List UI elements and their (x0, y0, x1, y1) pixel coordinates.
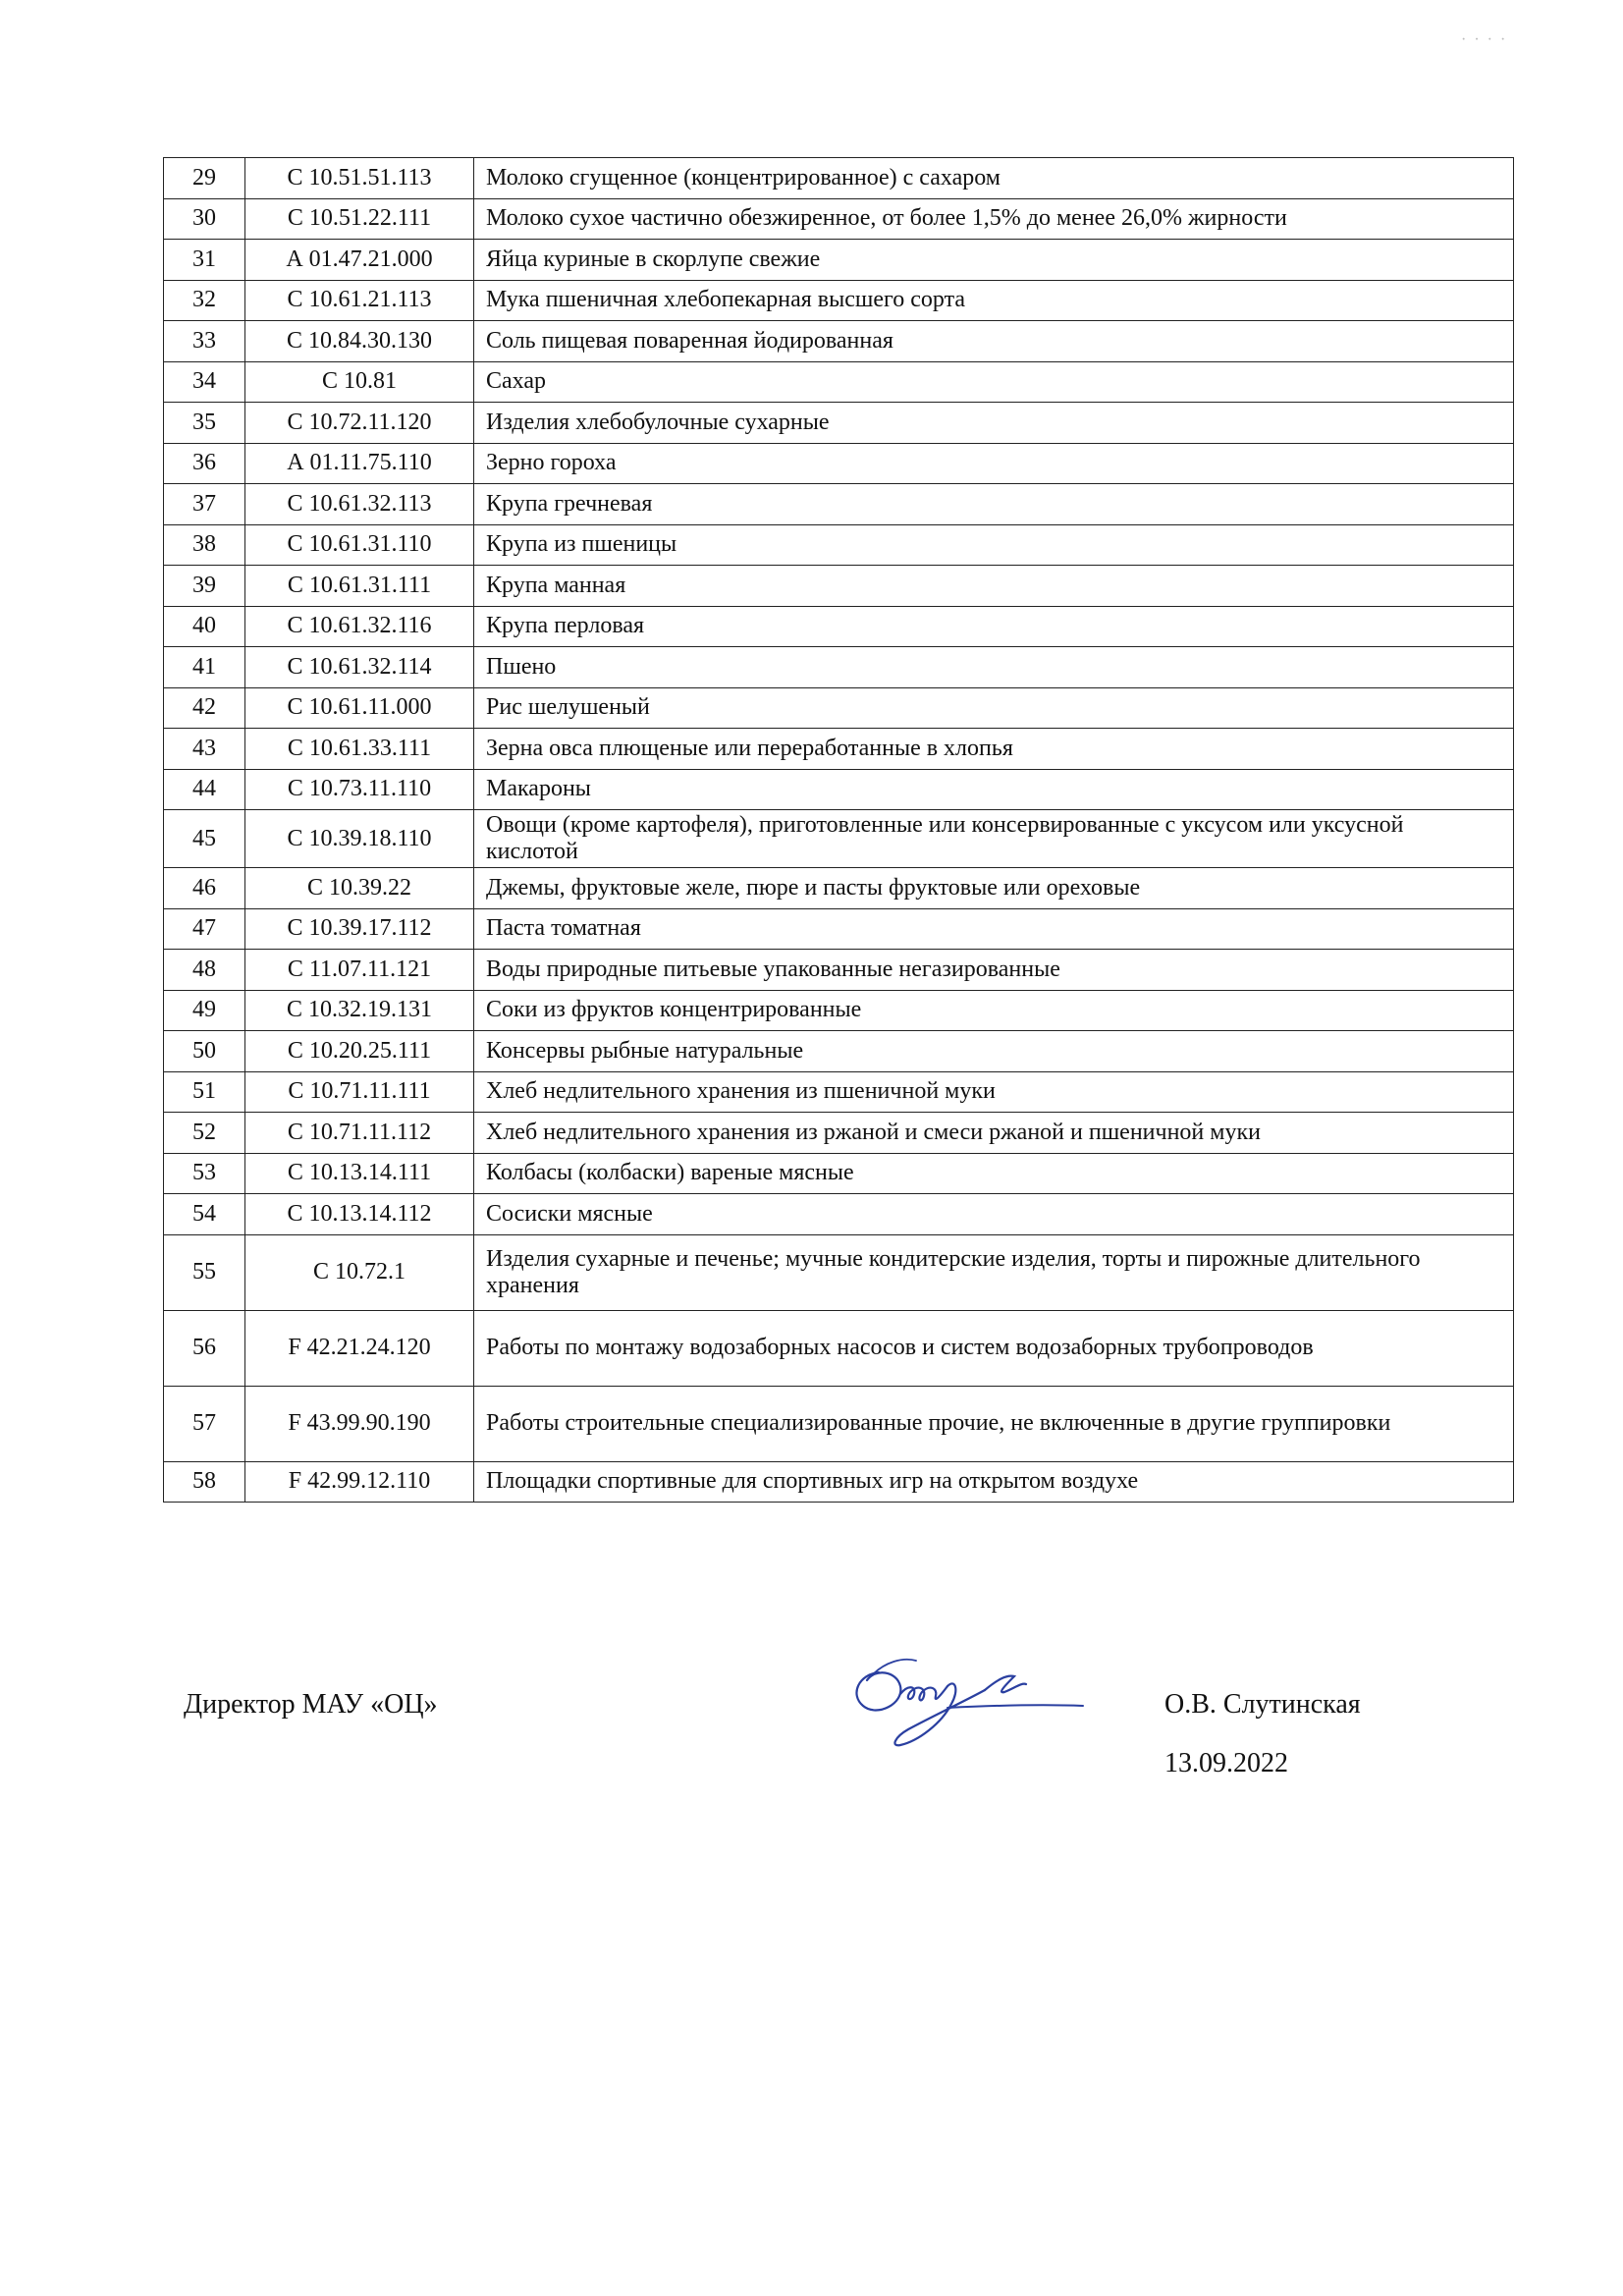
signatory-name: О.В. Слутинская (1164, 1689, 1361, 1720)
table-row (164, 158, 1514, 199)
row-name: Сахар (474, 361, 1514, 403)
row-name: Крупа манная (474, 566, 1514, 607)
row-name: Паста томатная (474, 908, 1514, 950)
table-row (164, 729, 1514, 770)
row-number: 43 (164, 729, 245, 770)
row-number: 56 (164, 1310, 245, 1386)
table-row (164, 1386, 1514, 1461)
row-name: Площадки спортивные для спортивных игр на открытом воздухе (474, 1461, 1514, 1503)
row-number: 50 (164, 1031, 245, 1072)
okpd-code-table (163, 157, 1514, 1503)
table-row (164, 198, 1514, 240)
row-code: F 42.21.24.120 (245, 1310, 474, 1386)
row-number: 36 (164, 443, 245, 484)
table-row (164, 908, 1514, 950)
table-body (164, 158, 1514, 1503)
row-number: 44 (164, 769, 245, 810)
row-name: Изделия хлебобулочные сухарные (474, 403, 1514, 444)
table-row (164, 1031, 1514, 1072)
row-number: 46 (164, 868, 245, 909)
row-code: С 10.39.18.110 (245, 810, 474, 868)
row-name: Зерно гороха (474, 443, 1514, 484)
row-code: С 10.39.22 (245, 868, 474, 909)
row-code: С 10.72.11.120 (245, 403, 474, 444)
row-name: Консервы рыбные натуральные (474, 1031, 1514, 1072)
table-row (164, 321, 1514, 362)
row-code: С 10.71.11.112 (245, 1113, 474, 1154)
row-code: С 10.71.11.111 (245, 1071, 474, 1113)
row-number: 32 (164, 280, 245, 321)
row-number: 48 (164, 950, 245, 991)
row-name: Сосиски мясные (474, 1194, 1514, 1235)
row-code: С 10.51.22.111 (245, 198, 474, 240)
row-name: Крупа перловая (474, 606, 1514, 647)
row-name: Пшено (474, 647, 1514, 688)
table-row (164, 1113, 1514, 1154)
row-code: С 10.13.14.112 (245, 1194, 474, 1235)
row-number: 38 (164, 524, 245, 566)
signature-date: 13.09.2022 (1164, 1748, 1288, 1778)
row-number: 53 (164, 1153, 245, 1194)
row-code: А 01.11.75.110 (245, 443, 474, 484)
row-number: 49 (164, 990, 245, 1031)
row-number: 34 (164, 361, 245, 403)
row-name: Соль пищевая поваренная йодированная (474, 321, 1514, 362)
table-row (164, 810, 1514, 868)
table-row (164, 606, 1514, 647)
row-number: 42 (164, 687, 245, 729)
table-row (164, 280, 1514, 321)
signatory-position: Директор МАУ «ОЦ» (184, 1689, 438, 1720)
table-row (164, 566, 1514, 607)
row-code: С 10.61.32.113 (245, 484, 474, 525)
table-row (164, 1194, 1514, 1235)
row-code: С 10.61.31.110 (245, 524, 474, 566)
row-number: 45 (164, 810, 245, 868)
row-code: С 10.81 (245, 361, 474, 403)
row-name: Молоко сухое частично обезжиренное, от более 1,5% до менее 26,0% жирности (474, 198, 1514, 240)
row-code: С 10.72.1 (245, 1234, 474, 1310)
table-row (164, 361, 1514, 403)
row-number: 40 (164, 606, 245, 647)
table-row (164, 769, 1514, 810)
table-row (164, 443, 1514, 484)
handwritten-signature (839, 1635, 1105, 1753)
row-code: С 11.07.11.121 (245, 950, 474, 991)
row-number: 54 (164, 1194, 245, 1235)
row-number: 39 (164, 566, 245, 607)
row-number: 52 (164, 1113, 245, 1154)
row-code: С 10.61.31.111 (245, 566, 474, 607)
row-code: С 10.20.25.111 (245, 1031, 474, 1072)
row-name: Крупа из пшеницы (474, 524, 1514, 566)
row-name: Яйца куриные в скорлупе свежие (474, 240, 1514, 281)
row-name: Рис шелушеный (474, 687, 1514, 729)
row-name: Работы строительные специализированные прочие, не включенные в другие группировки (474, 1386, 1514, 1461)
row-name: Крупа гречневая (474, 484, 1514, 525)
row-name: Мука пшеничная хлебопекарная высшего сорта (474, 280, 1514, 321)
row-code: С 10.32.19.131 (245, 990, 474, 1031)
row-number: 35 (164, 403, 245, 444)
row-number: 31 (164, 240, 245, 281)
table-row (164, 1310, 1514, 1386)
row-name: Хлеб недлительного хранения из ржаной и смеси ржаной и пшеничной муки (474, 1113, 1514, 1154)
table-row (164, 524, 1514, 566)
row-name: Макароны (474, 769, 1514, 810)
table-row (164, 240, 1514, 281)
table-row (164, 403, 1514, 444)
row-code: С 10.61.33.111 (245, 729, 474, 770)
row-code: С 10.13.14.111 (245, 1153, 474, 1194)
table-row (164, 868, 1514, 909)
table-row (164, 647, 1514, 688)
row-name: Овощи (кроме картофеля), приготовленные или консервированные с уксусом или уксусной кислотой (474, 810, 1514, 868)
row-name: Джемы, фруктовые желе, пюре и пасты фруктовые или ореховые (474, 868, 1514, 909)
row-name: Молоко сгущенное (концентрированное) с сахаром (474, 158, 1514, 199)
row-name: Соки из фруктов концентрированные (474, 990, 1514, 1031)
row-code: F 43.99.90.190 (245, 1386, 474, 1461)
row-number: 51 (164, 1071, 245, 1113)
row-code: С 10.61.11.000 (245, 687, 474, 729)
row-number: 58 (164, 1461, 245, 1503)
row-name: Зерна овса плющеные или переработанные в хлопья (474, 729, 1514, 770)
table-row (164, 990, 1514, 1031)
row-number: 57 (164, 1386, 245, 1461)
table-row (164, 1153, 1514, 1194)
row-code: С 10.61.32.116 (245, 606, 474, 647)
row-number: 30 (164, 198, 245, 240)
row-name: Воды природные питьевые упакованные негазированные (474, 950, 1514, 991)
row-number: 55 (164, 1234, 245, 1310)
row-code: С 10.61.21.113 (245, 280, 474, 321)
row-name: Работы по монтажу водозаборных насосов и систем водозаборных трубопроводов (474, 1310, 1514, 1386)
table-row (164, 687, 1514, 729)
row-number: 47 (164, 908, 245, 950)
row-code: С 10.73.11.110 (245, 769, 474, 810)
row-code: С 10.39.17.112 (245, 908, 474, 950)
row-code: А 01.47.21.000 (245, 240, 474, 281)
scan-artifact: · · · · (1461, 31, 1508, 48)
row-code: С 10.84.30.130 (245, 321, 474, 362)
table-row (164, 484, 1514, 525)
row-name: Хлеб недлительного хранения из пшеничной муки (474, 1071, 1514, 1113)
row-number: 33 (164, 321, 245, 362)
row-code: F 42.99.12.110 (245, 1461, 474, 1503)
row-number: 37 (164, 484, 245, 525)
row-code: С 10.51.51.113 (245, 158, 474, 199)
row-name: Изделия сухарные и печенье; мучные кондитерские изделия, торты и пирожные длительного хранения (474, 1234, 1514, 1310)
table-row (164, 1461, 1514, 1503)
table-row (164, 950, 1514, 991)
row-number: 29 (164, 158, 245, 199)
table-row (164, 1234, 1514, 1310)
row-name: Колбасы (колбаски) вареные мясные (474, 1153, 1514, 1194)
row-code: С 10.61.32.114 (245, 647, 474, 688)
table-row (164, 1071, 1514, 1113)
row-number: 41 (164, 647, 245, 688)
